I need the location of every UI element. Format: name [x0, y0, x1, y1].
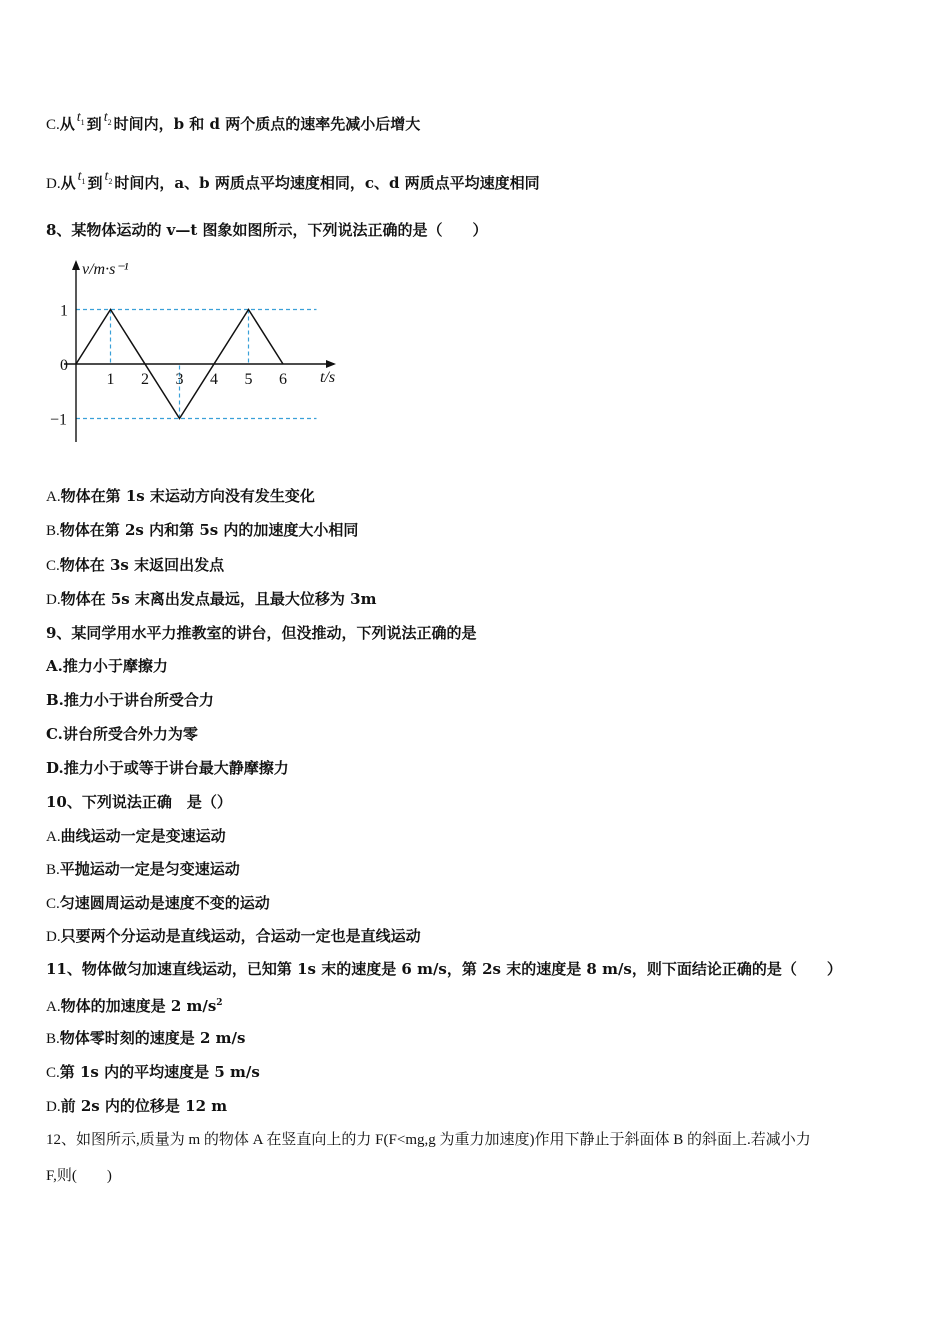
q12-stem-line2: F,则( )	[46, 1168, 112, 1184]
x-tick-label: 4	[210, 371, 218, 388]
option-label: D.	[46, 759, 64, 777]
option-text: 推力小于讲台所受合力	[63, 691, 214, 709]
option-b	[46, 1028, 245, 1049]
y-tick-label: −1	[50, 411, 68, 429]
option-text: 推力小于或等于讲台最大静摩擦力	[63, 759, 289, 777]
option-text: 物体零时刻的速度是 2 m/s	[59, 1029, 246, 1047]
option-text: 物体在 5s 末离出发点最远，且最大位移为 3m	[60, 590, 377, 608]
x-axis-arrow	[326, 360, 336, 368]
option-a	[46, 826, 226, 847]
option-c	[46, 724, 198, 744]
option-label: B.	[46, 862, 60, 878]
t2-symbol: $t_2$	[104, 169, 113, 186]
option-label: B.	[46, 1031, 60, 1047]
option-c	[46, 555, 224, 576]
vt-graph	[46, 252, 346, 452]
option-text: 匀速圆周运动是速度不变的运动	[59, 894, 270, 912]
option-text-pre: 从	[60, 174, 76, 192]
x-tick-label: 6	[279, 371, 287, 388]
q9-stem: 9、某同学用水平力推教室的讲台，但没推动，下列说法正确的是	[46, 624, 477, 642]
q7-option-d	[46, 169, 540, 200]
option-d	[46, 758, 289, 778]
y-axis-arrow	[72, 260, 80, 270]
q12-stem-line1: 12、如图所示,质量为 m 的物体 A 在竖直向上的力 F(F<mg,g 为重力加速度)作用下静止于斜面体 B 的斜面上.若减小力	[46, 1132, 811, 1148]
t1-symbol: $t_1$	[76, 110, 85, 127]
option-text: 物体在第 1s 末运动方向没有发生变化	[60, 487, 315, 505]
y-tick-label: 1	[60, 302, 68, 320]
q10-stem: 10、下列说法正确 是（）	[46, 793, 232, 811]
x-tick-label: 2	[141, 371, 149, 388]
option-text-mid: 到	[86, 115, 102, 133]
option-superscript: 2	[216, 998, 223, 1008]
option-d	[46, 1096, 227, 1117]
option-label: A.	[46, 829, 61, 845]
option-d	[46, 926, 421, 947]
option-label: D.	[46, 1099, 61, 1115]
option-label: D.	[46, 929, 61, 945]
option-b	[46, 520, 358, 541]
option-label: C.	[46, 725, 63, 743]
option-label: A.	[46, 657, 63, 675]
option-text: 讲台所受合外力为零	[62, 725, 198, 743]
option-text: 物体在 3s 末返回出发点	[59, 556, 225, 574]
q11-stem: 11、物体做匀加速直线运动，已知第 1s 末的速度是 6 m/s，第 2s 末的速度是 8 m/s，则下面结论正确的是（ ）	[46, 960, 842, 978]
x-tick-label: 1	[106, 371, 115, 388]
option-text: 曲线运动一定是变速运动	[60, 827, 226, 845]
option-label: B.	[46, 691, 64, 709]
option-text: 只要两个分运动是直线运动，合运动一定也是直线运动	[60, 927, 421, 945]
x-axis-label: t/s	[320, 369, 336, 386]
t2-symbol: $t_2$	[103, 110, 112, 127]
option-text-post: 时间内，a、b 两质点平均速度相同，c、d 两质点平均速度相同	[114, 174, 540, 192]
x-tick-label: 5	[244, 371, 253, 388]
q8-stem: 8、某物体运动的 v—t 图象如图所示，下列说法正确的是（ ）	[46, 221, 488, 239]
option-text: 第 1s 内的平均速度是 5 m/s	[59, 1063, 260, 1081]
option-text: 推力小于摩擦力	[62, 657, 168, 675]
option-text: 前 2s 内的位移是 12 m	[60, 1097, 228, 1115]
option-text: 物体在第 2s 内和第 5s 内的加速度大小相同	[59, 521, 359, 539]
option-text-mid: 到	[87, 174, 103, 192]
option-label: C.	[46, 896, 60, 912]
option-label: D.	[46, 592, 61, 608]
option-label: A.	[46, 999, 61, 1015]
option-label: B.	[46, 523, 60, 539]
option-label: C.	[46, 558, 60, 574]
option-b	[46, 859, 240, 880]
option-text: 物体的加速度是 2 m/s	[60, 997, 217, 1015]
option-a	[46, 486, 315, 507]
option-a	[46, 656, 168, 676]
q7-option-c	[46, 110, 421, 141]
y-tick-labels	[50, 303, 68, 429]
axes	[64, 260, 336, 442]
option-label: C.	[46, 117, 60, 133]
option-label: C.	[46, 1065, 60, 1081]
option-d	[46, 589, 376, 610]
option-text-pre: 从	[59, 115, 75, 133]
t1-symbol: $t_1$	[77, 169, 86, 186]
option-label: D.	[46, 176, 61, 192]
x-tick-labels	[107, 371, 288, 388]
option-b	[46, 690, 214, 710]
option-label: A.	[46, 489, 61, 505]
y-axis-label: v/m·s⁻¹	[82, 261, 129, 278]
y-tick-label: 0	[60, 357, 68, 374]
option-text: 平抛运动一定是匀变速运动	[59, 860, 240, 878]
x-tick-label: 3	[175, 371, 184, 388]
option-c	[46, 893, 270, 914]
option-a	[46, 993, 223, 1017]
option-text-post: 时间内，b 和 d 两个质点的速率先减小后增大	[113, 115, 421, 133]
option-c	[46, 1062, 260, 1083]
